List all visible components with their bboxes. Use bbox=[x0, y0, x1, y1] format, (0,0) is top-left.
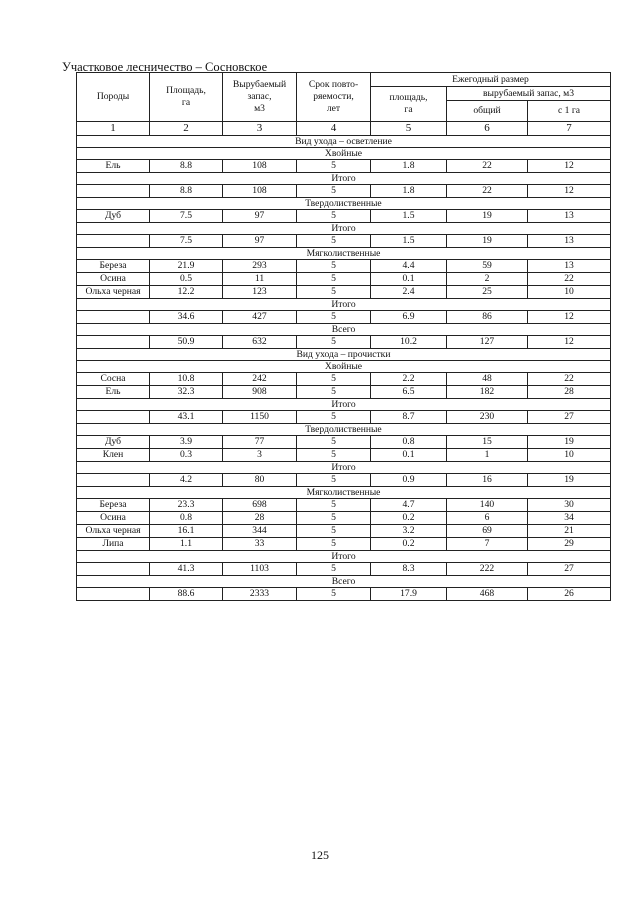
table-row bbox=[77, 563, 611, 576]
page-number: 125 bbox=[311, 848, 329, 862]
value-cell: 5 bbox=[297, 160, 371, 173]
species-cell: Ольха черная bbox=[77, 525, 150, 538]
section-row bbox=[77, 324, 611, 336]
species-cell bbox=[77, 235, 150, 248]
table-row bbox=[77, 336, 611, 349]
value-cell: 5 bbox=[297, 499, 371, 512]
species-cell: Дуб bbox=[77, 436, 150, 449]
value-cell: 632 bbox=[223, 336, 297, 349]
value-cell: 97 bbox=[223, 235, 297, 248]
column-number: 1 bbox=[77, 122, 150, 136]
species-cell bbox=[77, 563, 150, 576]
value-cell: 22 bbox=[528, 373, 611, 386]
species-cell: Береза bbox=[77, 499, 150, 512]
section-row bbox=[77, 299, 611, 311]
value-cell: 1.5 bbox=[371, 235, 447, 248]
value-cell: 5 bbox=[297, 538, 371, 551]
value-cell: 5 bbox=[297, 411, 371, 424]
value-cell: 32.3 bbox=[150, 386, 223, 399]
value-cell: 427 bbox=[223, 311, 297, 324]
value-cell: 13 bbox=[528, 210, 611, 223]
value-cell: 11 bbox=[223, 273, 297, 286]
species-cell: Береза bbox=[77, 260, 150, 273]
value-cell: 123 bbox=[223, 286, 297, 299]
value-cell: 0.2 bbox=[371, 512, 447, 525]
column-number: 4 bbox=[297, 122, 371, 136]
table-row bbox=[77, 286, 611, 299]
value-cell: 26 bbox=[528, 588, 611, 601]
value-cell: 468 bbox=[447, 588, 528, 601]
header-area: Площадь, га bbox=[150, 73, 223, 122]
value-cell: 16.1 bbox=[150, 525, 223, 538]
section-label: Мягколиственные bbox=[77, 248, 611, 260]
table-row bbox=[77, 499, 611, 512]
value-cell: 1.1 bbox=[150, 538, 223, 551]
value-cell: 140 bbox=[447, 499, 528, 512]
value-cell: 10.8 bbox=[150, 373, 223, 386]
value-cell: 10.2 bbox=[371, 336, 447, 349]
species-cell bbox=[77, 474, 150, 487]
section-label: Всего bbox=[77, 324, 611, 336]
section-row bbox=[77, 223, 611, 235]
species-cell bbox=[77, 185, 150, 198]
value-cell: 22 bbox=[528, 273, 611, 286]
value-cell: 28 bbox=[528, 386, 611, 399]
value-cell: 222 bbox=[447, 563, 528, 576]
species-cell bbox=[77, 411, 150, 424]
section-label: Итого bbox=[77, 299, 611, 311]
section-row bbox=[77, 349, 611, 361]
value-cell: 908 bbox=[223, 386, 297, 399]
value-cell: 344 bbox=[223, 525, 297, 538]
section-label: Твердолиственные bbox=[77, 198, 611, 210]
value-cell: 6 bbox=[447, 512, 528, 525]
value-cell: 12.2 bbox=[150, 286, 223, 299]
section-label: Всего bbox=[77, 576, 611, 588]
header-total: общий bbox=[447, 101, 528, 122]
value-cell: 0.5 bbox=[150, 273, 223, 286]
value-cell: 0.2 bbox=[371, 538, 447, 551]
value-cell: 127 bbox=[447, 336, 528, 349]
value-cell: 1.8 bbox=[371, 185, 447, 198]
value-cell: 4.2 bbox=[150, 474, 223, 487]
value-cell: 7.5 bbox=[150, 210, 223, 223]
section-label: Вид ухода – прочистки bbox=[77, 349, 611, 361]
value-cell: 29 bbox=[528, 538, 611, 551]
value-cell: 12 bbox=[528, 336, 611, 349]
value-cell: 3.9 bbox=[150, 436, 223, 449]
table-row bbox=[77, 210, 611, 223]
section-row bbox=[77, 361, 611, 373]
value-cell: 242 bbox=[223, 373, 297, 386]
value-cell: 1 bbox=[447, 449, 528, 462]
value-cell: 5 bbox=[297, 286, 371, 299]
value-cell: 3.2 bbox=[371, 525, 447, 538]
value-cell: 22 bbox=[447, 160, 528, 173]
value-cell: 7 bbox=[447, 538, 528, 551]
value-cell: 3 bbox=[223, 449, 297, 462]
value-cell: 5 bbox=[297, 512, 371, 525]
value-cell: 33 bbox=[223, 538, 297, 551]
table-row bbox=[77, 185, 611, 198]
section-label: Твердолиственные bbox=[77, 424, 611, 436]
value-cell: 48 bbox=[447, 373, 528, 386]
value-cell: 15 bbox=[447, 436, 528, 449]
species-cell bbox=[77, 311, 150, 324]
value-cell: 5 bbox=[297, 563, 371, 576]
section-label: Хвойные bbox=[77, 361, 611, 373]
section-row bbox=[77, 551, 611, 563]
section-row bbox=[77, 148, 611, 160]
species-cell bbox=[77, 588, 150, 601]
value-cell: 6.9 bbox=[371, 311, 447, 324]
table-row bbox=[77, 260, 611, 273]
value-cell: 0.8 bbox=[371, 436, 447, 449]
value-cell: 0.1 bbox=[371, 449, 447, 462]
value-cell: 5 bbox=[297, 436, 371, 449]
header-species: Породы bbox=[77, 73, 150, 122]
value-cell: 6.5 bbox=[371, 386, 447, 399]
header-period: Срок повто- ряемости, лет bbox=[297, 73, 371, 122]
value-cell: 12 bbox=[528, 311, 611, 324]
value-cell: 698 bbox=[223, 499, 297, 512]
value-cell: 5 bbox=[297, 260, 371, 273]
value-cell: 12 bbox=[528, 160, 611, 173]
section-row bbox=[77, 487, 611, 499]
value-cell: 88.6 bbox=[150, 588, 223, 601]
value-cell: 5 bbox=[297, 273, 371, 286]
value-cell: 1103 bbox=[223, 563, 297, 576]
value-cell: 5 bbox=[297, 336, 371, 349]
species-cell: Ольха черная bbox=[77, 286, 150, 299]
value-cell: 34.6 bbox=[150, 311, 223, 324]
section-label: Итого bbox=[77, 399, 611, 411]
value-cell: 21.9 bbox=[150, 260, 223, 273]
value-cell: 34 bbox=[528, 512, 611, 525]
value-cell: 22 bbox=[447, 185, 528, 198]
species-cell: Клен bbox=[77, 449, 150, 462]
section-row bbox=[77, 248, 611, 260]
table-row bbox=[77, 588, 611, 601]
species-cell: Осина bbox=[77, 273, 150, 286]
header-annual-stock: вырубаемый запас, м3 bbox=[447, 87, 611, 101]
table-row bbox=[77, 538, 611, 551]
value-cell: 19 bbox=[528, 436, 611, 449]
value-cell: 25 bbox=[447, 286, 528, 299]
value-cell: 43.1 bbox=[150, 411, 223, 424]
value-cell: 2 bbox=[447, 273, 528, 286]
section-row bbox=[77, 399, 611, 411]
section-row bbox=[77, 198, 611, 210]
species-cell: Осина bbox=[77, 512, 150, 525]
species-cell: Дуб bbox=[77, 210, 150, 223]
value-cell: 30 bbox=[528, 499, 611, 512]
value-cell: 13 bbox=[528, 235, 611, 248]
value-cell: 5 bbox=[297, 210, 371, 223]
value-cell: 5 bbox=[297, 474, 371, 487]
value-cell: 4.4 bbox=[371, 260, 447, 273]
value-cell: 7.5 bbox=[150, 235, 223, 248]
table-row bbox=[77, 525, 611, 538]
section-row bbox=[77, 424, 611, 436]
table-row bbox=[77, 273, 611, 286]
table-row bbox=[77, 512, 611, 525]
column-number: 3 bbox=[223, 122, 297, 136]
value-cell: 13 bbox=[528, 260, 611, 273]
value-cell: 5 bbox=[297, 588, 371, 601]
value-cell: 5 bbox=[297, 185, 371, 198]
value-cell: 0.9 bbox=[371, 474, 447, 487]
value-cell: 27 bbox=[528, 411, 611, 424]
value-cell: 23.3 bbox=[150, 499, 223, 512]
value-cell: 17.9 bbox=[371, 588, 447, 601]
value-cell: 8.8 bbox=[150, 160, 223, 173]
header-per-ha: с 1 га bbox=[528, 101, 611, 122]
document-title: Участковое лесничество – Сосновское bbox=[62, 60, 268, 74]
species-cell: Ель bbox=[77, 386, 150, 399]
table-row bbox=[77, 386, 611, 399]
section-label: Итого bbox=[77, 223, 611, 235]
section-label: Итого bbox=[77, 551, 611, 563]
value-cell: 77 bbox=[223, 436, 297, 449]
value-cell: 8.7 bbox=[371, 411, 447, 424]
table-row bbox=[77, 411, 611, 424]
value-cell: 21 bbox=[528, 525, 611, 538]
value-cell: 80 bbox=[223, 474, 297, 487]
section-label: Хвойные bbox=[77, 148, 611, 160]
value-cell: 69 bbox=[447, 525, 528, 538]
species-cell: Ель bbox=[77, 160, 150, 173]
table-row bbox=[77, 235, 611, 248]
value-cell: 4.7 bbox=[371, 499, 447, 512]
column-number: 7 bbox=[528, 122, 611, 136]
column-number-row bbox=[77, 122, 611, 136]
value-cell: 5 bbox=[297, 386, 371, 399]
table-row bbox=[77, 373, 611, 386]
value-cell: 1.8 bbox=[371, 160, 447, 173]
species-cell bbox=[77, 336, 150, 349]
section-row bbox=[77, 173, 611, 185]
value-cell: 5 bbox=[297, 235, 371, 248]
header-stock: Вырубаемый запас, м3 bbox=[223, 73, 297, 122]
value-cell: 8.3 bbox=[371, 563, 447, 576]
value-cell: 230 bbox=[447, 411, 528, 424]
value-cell: 293 bbox=[223, 260, 297, 273]
value-cell: 19 bbox=[528, 474, 611, 487]
value-cell: 2.2 bbox=[371, 373, 447, 386]
value-cell: 12 bbox=[528, 185, 611, 198]
table-row bbox=[77, 311, 611, 324]
value-cell: 5 bbox=[297, 525, 371, 538]
header-annual-area: площадь, га bbox=[371, 87, 447, 122]
value-cell: 41.3 bbox=[150, 563, 223, 576]
value-cell: 1150 bbox=[223, 411, 297, 424]
value-cell: 5 bbox=[297, 449, 371, 462]
value-cell: 16 bbox=[447, 474, 528, 487]
value-cell: 27 bbox=[528, 563, 611, 576]
section-label: Итого bbox=[77, 462, 611, 474]
column-number: 2 bbox=[150, 122, 223, 136]
table-row bbox=[77, 160, 611, 173]
value-cell: 59 bbox=[447, 260, 528, 273]
value-cell: 19 bbox=[447, 235, 528, 248]
value-cell: 108 bbox=[223, 160, 297, 173]
value-cell: 10 bbox=[528, 286, 611, 299]
value-cell: 50.9 bbox=[150, 336, 223, 349]
section-row bbox=[77, 576, 611, 588]
column-number: 5 bbox=[371, 122, 447, 136]
species-cell: Липа bbox=[77, 538, 150, 551]
section-row bbox=[77, 136, 611, 148]
section-label: Итого bbox=[77, 173, 611, 185]
species-cell: Сосна bbox=[77, 373, 150, 386]
value-cell: 0.8 bbox=[150, 512, 223, 525]
value-cell: 5 bbox=[297, 311, 371, 324]
value-cell: 19 bbox=[447, 210, 528, 223]
value-cell: 2333 bbox=[223, 588, 297, 601]
header-annual: Ежегодный размер bbox=[371, 73, 611, 87]
value-cell: 8.8 bbox=[150, 185, 223, 198]
value-cell: 10 bbox=[528, 449, 611, 462]
value-cell: 1.5 bbox=[371, 210, 447, 223]
section-row bbox=[77, 462, 611, 474]
section-label: Мягколиственные bbox=[77, 487, 611, 499]
forest-care-table bbox=[76, 72, 611, 601]
table-row bbox=[77, 474, 611, 487]
table-body bbox=[77, 136, 611, 601]
value-cell: 182 bbox=[447, 386, 528, 399]
value-cell: 86 bbox=[447, 311, 528, 324]
table-row bbox=[77, 449, 611, 462]
value-cell: 97 bbox=[223, 210, 297, 223]
value-cell: 5 bbox=[297, 373, 371, 386]
value-cell: 2.4 bbox=[371, 286, 447, 299]
value-cell: 0.1 bbox=[371, 273, 447, 286]
section-label: Вид ухода – осветление bbox=[77, 136, 611, 148]
value-cell: 0.3 bbox=[150, 449, 223, 462]
column-number: 6 bbox=[447, 122, 528, 136]
value-cell: 28 bbox=[223, 512, 297, 525]
table-row bbox=[77, 436, 611, 449]
value-cell: 108 bbox=[223, 185, 297, 198]
